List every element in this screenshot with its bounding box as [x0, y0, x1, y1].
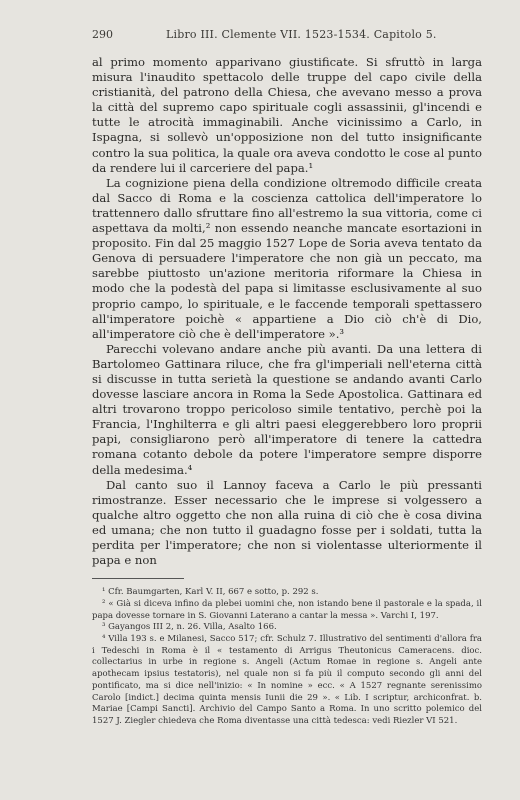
footnote: ² « Già si diceva infino da plebei uomini che, non istando bene il pastorale e la spada, il papa dovesse tornare in S. Giovanni Laterano a cantar la messa ». Varchi I, 197.	[92, 598, 482, 621]
paragraph: al primo momento apparivano giustificate. Si sfruttò in larga misura l'inaudito spettacolo delle truppe del capo civile della cristianità, del patrono della Chiesa, che avevano messo a prova la città del supremo capo spirituale cogli assassinii, gl'incendi e tutte le atrocità immaginabili. Anche vicinissimo a Carlo, in Ispagna, si sollevò un'opposizione non del tutto insignificante contro la sua politica, la quale ora aveva condotto le cose al punto da rendere lui il carceriere del papa.¹	[92, 55, 482, 175]
footnote: ³ Gayangos III 2, n. 26. Villa, Asalto 166.	[102, 622, 277, 633]
paragraph: Parecchi volevano andare anche più avanti. Da una lettera di Bartolomeo Gattinara riluce, che fra gl'imperiali nell'eterna città si discusse in tutta serietà la questione se andando avanti Carlo dovesse lasciare ancora in Roma la Sede Apostolica. Gattinara ed altri trovarono troppo pericoloso simile tentativo, perchè poi la Francia, l'Inghilterra e gli altri paesi eleggerebbero loro proprii papi, consigliarono però all'imperatore di tenere la cattedra romana cotanto debole da potere l'imperatore sempre disporre della medesima.⁴	[92, 341, 482, 477]
paragraph: La cognizione piena della condizione oltremodo difficile creata dal Sacco di Roma e la coscienza cattolica dell'imperatore lo trattennero dallo sfruttare fino all'estremo la sua vittoria, come ci aspettava da molti,² non essendo neanche mancate esortazioni in proposito. Fin dal 25 maggio 1527 Lope de Soria aveva tentato da Genova di persuadere l'imperatore che non già un peccato, ma sarebbe piuttosto un'azione meritoria riformare la Chiesa in modo che la podestà del papa si limitasse esclusivamente al suo proprio campo, lo spirituale, e le faccende temporali spettassero all'imperatore poichè « appartiene a Dio ciò ch'è di Dio, all'imperatore ciò che è dell'imperatore ».³	[92, 175, 482, 341]
footnote-divider	[92, 578, 184, 579]
footnote: ⁴ Villa 193 s. e Milanesi, Sacco 517; cfr. Schulz 7. Illustrativo del sentimenti d'allora fra i Tedeschi in Roma è il « testamento di Arrigus Theutonicus Cameracens. dioc. collectarius in urbe in regione s. Angeli (Actum Romae in regione s. Angeli ante apothecam ipsius testatoris), nel quale non si fa più il computo secondo gli anni del pontificato, ma si dice nell'inizio: « In nomine » ecc. « A 1527 regnante serenissimo Carolo [indict.] decima quinta mensis Iunii die 29 ». « Lib. I scriptur, archiconfrat. b. Mariae [Campi Sancti]. Archivio del Campo Santo a Roma. In uno scritto polemico del 1527 J. Ziegler chiedeva che Roma diventasse una città tedesca: vedi Riezler VI 521.	[92, 634, 482, 726]
footnotes	[92, 587, 482, 727]
page-number: 290	[92, 28, 113, 41]
footnote: ¹ Cfr. Baumgarten, Karl V. II, 667 e sotto, p. 292 s.	[102, 587, 319, 598]
running-title: Libro III. Clemente VII. 1523-1534. Capitolo 5.	[166, 28, 437, 41]
main-text	[92, 55, 482, 568]
paragraph: Dal canto suo il Lannoy faceva a Carlo le più pressanti rimostranze. Esser necessario che le imprese si volgessero a qualche altro oggetto che non alla ruina di ciò che è cosa divina ed umana; che non tutto il guadagno fosse per i soldati, tutta la perdita per l'imperatore; che non si violentasse ulteriormente il papa e non	[92, 477, 482, 568]
page-header	[92, 28, 482, 41]
